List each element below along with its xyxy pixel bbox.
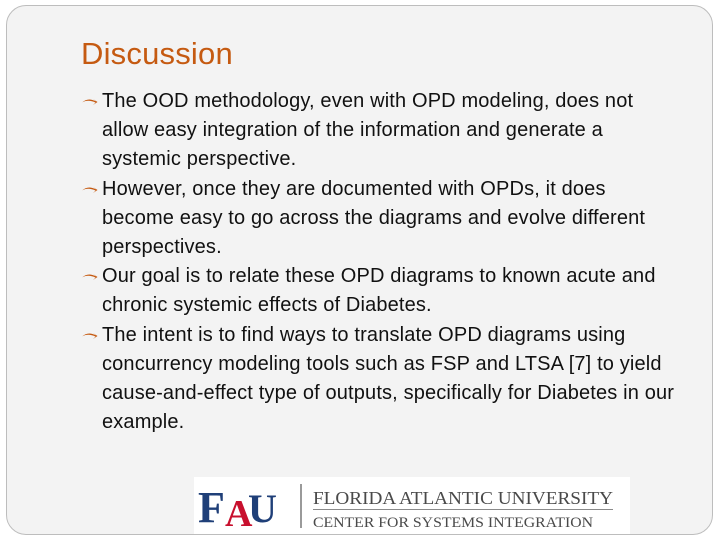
bullet-arrow-icon [82,273,98,281]
bullet-text: The OOD methodology, even with OPD modeling, does not allow easy integration of the information and generate a systemic perspective. [102,90,634,171]
bullet-text: However, once they are documented with OPDs, it does become easy to go across the diagrams and evolve different perspectives. [102,177,646,259]
fau-logo-graphic [194,477,630,535]
logo-center-name: CENTER FOR SYSTEMS INTEGRATION [313,515,594,531]
logo-monogram-u: U [248,486,277,531]
bullet-arrow-icon [82,98,98,106]
logo-rule [313,509,613,510]
bullet-item [81,175,681,263]
bullet-item [81,321,681,438]
logo-monogram-f: F [198,483,225,532]
bullet-list [81,87,681,437]
bullet-arrow-icon [82,186,98,194]
bullet-text: The intent is to find ways to translate OPD diagrams using concurrency modeling tools such as FSP and LTSA [7] to yield cause-and-effect type of outputs, specifically for Diabetes in our example. [102,323,675,434]
bullet-item [81,262,681,320]
slide-title: Discussion [81,36,233,71]
bullet-item [81,87,681,175]
logo-divider [300,484,302,528]
bullet-text: Our goal is to relate these OPD diagrams to known acute and chronic systemic effects of Diabetes. [102,265,656,317]
bullet-arrow-icon [82,332,98,340]
slide [6,5,713,535]
logo-university-name: FLORIDA ATLANTIC UNIVERSITY [313,488,614,508]
fau-logo [194,477,630,535]
logo-monogram-a: A [225,493,253,535]
